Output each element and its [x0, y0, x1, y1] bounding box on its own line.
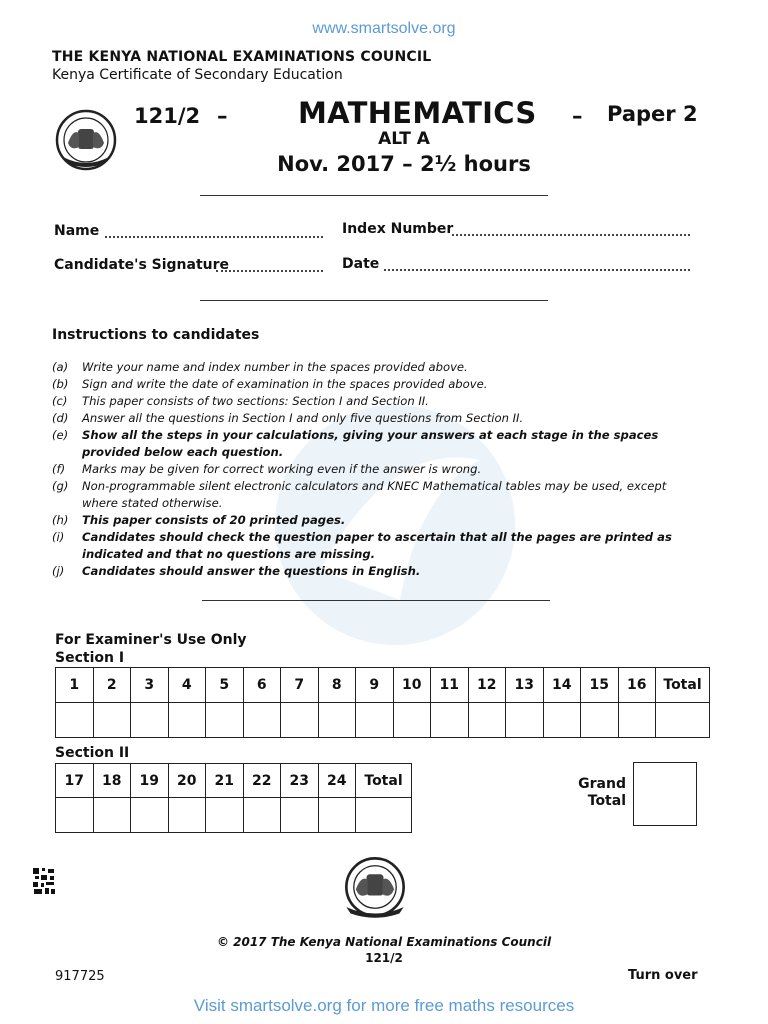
question-number-cell: 21 — [206, 764, 244, 798]
instruction-letter: (h) — [52, 513, 69, 527]
score-entry-cell[interactable] — [281, 798, 319, 833]
date-label: Date — [342, 256, 380, 272]
council-name: THE KENYA NATIONAL EXAMINATIONS COUNCIL — [52, 49, 432, 65]
score-entry-cell[interactable] — [56, 703, 94, 738]
instruction-text: Sign and write the date of examination in the spaces provided above. — [82, 377, 488, 391]
score-entry-cell[interactable] — [318, 798, 356, 833]
total-header-cell: Total — [356, 764, 412, 798]
question-number-cell: 13 — [506, 668, 544, 703]
score-entry-cell[interactable] — [356, 703, 394, 738]
turn-over-label: Turn over — [628, 968, 698, 983]
score-entry-cell[interactable] — [206, 703, 244, 738]
question-number-cell: 4 — [168, 668, 206, 703]
instructions-title: Instructions to candidates — [52, 327, 260, 343]
alt-label: ALT A — [378, 129, 430, 149]
instruction-letter: (d) — [52, 411, 69, 425]
instruction-item — [52, 427, 702, 461]
exam-date-duration: Nov. 2017 – 2½ hours — [277, 152, 531, 176]
score-entry-cell[interactable] — [618, 703, 656, 738]
question-number-cell: 22 — [243, 764, 281, 798]
section-2-score-table — [55, 763, 412, 833]
instruction-letter: (f) — [52, 462, 66, 476]
paper-number: Paper 2 — [607, 102, 698, 126]
instruction-text: This paper consists of two sections: Section I and Section II. — [82, 394, 429, 408]
question-number-cell: 16 — [618, 668, 656, 703]
score-entry-cell[interactable] — [131, 703, 169, 738]
signature-label: Candidate's Signature — [54, 257, 230, 273]
barcode-icon — [32, 867, 56, 895]
question-number-cell: 1 — [56, 668, 94, 703]
instruction-letter: (i) — [52, 530, 65, 544]
instruction-item — [52, 563, 702, 580]
paper-code: 121/2 — [134, 104, 201, 128]
instruction-letter: (j) — [52, 564, 65, 578]
question-number-cell: 20 — [168, 764, 206, 798]
section-2-label: Section II — [55, 745, 130, 761]
question-number-cell: 2 — [93, 668, 131, 703]
question-number-cell: 18 — [93, 764, 131, 798]
date-field[interactable] — [384, 269, 690, 271]
name-label: Name — [54, 223, 100, 239]
certificate-name: Kenya Certificate of Secondary Education — [52, 67, 343, 83]
instruction-item — [52, 376, 702, 393]
score-entry-cell[interactable] — [168, 703, 206, 738]
question-number-cell: 24 — [318, 764, 356, 798]
question-number-cell: 10 — [393, 668, 431, 703]
instruction-text: This paper consists of 20 printed pages. — [82, 513, 346, 527]
score-entry-cell[interactable] — [281, 703, 319, 738]
score-entry-cell[interactable] — [93, 798, 131, 833]
question-number-cell: 3 — [131, 668, 169, 703]
instruction-item — [52, 529, 702, 563]
instruction-letter: (c) — [52, 394, 68, 408]
copyright-notice: © 2017 The Kenya National Examinations Council — [216, 935, 552, 949]
question-number-cell: 19 — [131, 764, 169, 798]
instruction-letter: (b) — [52, 377, 69, 391]
instruction-item — [52, 359, 702, 376]
divider — [200, 195, 548, 196]
question-number-cell: 15 — [581, 668, 619, 703]
section-1-score-table — [55, 667, 710, 738]
question-number-cell: 5 — [206, 668, 244, 703]
instruction-text: Marks may be given for correct working even if the answer is wrong. — [82, 462, 482, 476]
score-entry-cell[interactable] — [243, 798, 281, 833]
index-number-field[interactable] — [452, 234, 690, 236]
question-number-cell: 9 — [356, 668, 394, 703]
score-entry-cell[interactable] — [393, 703, 431, 738]
total-header-cell: Total — [656, 668, 710, 703]
instruction-letter: (a) — [52, 360, 69, 374]
score-entry-cell[interactable] — [243, 703, 281, 738]
score-entry-cell[interactable] — [318, 703, 356, 738]
signature-field[interactable] — [216, 270, 323, 272]
index-number-label: Index Number — [342, 221, 454, 237]
title-dash-right: – — [572, 104, 583, 128]
score-entry-cell[interactable] — [206, 798, 244, 833]
instruction-text: Answer all the questions in Section I and only five questions from Section II. — [82, 411, 524, 425]
question-number-cell: 12 — [468, 668, 506, 703]
score-entry-cell[interactable] — [93, 703, 131, 738]
instruction-text: Non-programmable silent electronic calculators and KNEC Mathematical tables may be used, except where stated otherwise. — [82, 479, 667, 510]
serial-number: 917725 — [55, 969, 105, 984]
subject-title: MATHEMATICS — [298, 96, 537, 130]
examiner-use-title: For Examiner's Use Only — [55, 632, 247, 648]
instruction-text: Write your name and index number in the spaces provided above. — [82, 360, 468, 374]
bottom-website-link[interactable]: Visit smartsolve.org for more free maths resources — [193, 996, 575, 1015]
question-number-cell: 14 — [543, 668, 581, 703]
instruction-letter: (e) — [52, 428, 69, 442]
section-1-label: Section I — [55, 650, 125, 666]
instructions-list — [52, 359, 702, 580]
score-entry-cell[interactable] — [543, 703, 581, 738]
kenya-crest-icon — [340, 852, 410, 922]
score-entry-cell[interactable] — [168, 798, 206, 833]
total-score-cell[interactable] — [356, 798, 412, 833]
score-entry-cell[interactable] — [56, 798, 94, 833]
instruction-text: Candidates should answer the questions in English. — [82, 564, 421, 578]
instruction-text: Candidates should check the question paper to ascertain that all the pages are printed as indicated and that no questions are missing. — [82, 530, 672, 561]
score-entry-cell[interactable] — [431, 703, 469, 738]
divider — [200, 300, 548, 301]
total-score-cell[interactable] — [656, 703, 710, 738]
grand-total-label: Grand Total — [578, 776, 626, 809]
instruction-item — [52, 461, 702, 478]
name-field[interactable] — [105, 236, 323, 238]
score-entry-cell[interactable] — [468, 703, 506, 738]
divider — [202, 600, 550, 601]
instruction-letter: (g) — [52, 479, 69, 493]
instruction-item — [52, 512, 702, 529]
top-website-link[interactable]: www.smartsolve.org — [312, 20, 456, 37]
question-number-cell: 11 — [431, 668, 469, 703]
instruction-item — [52, 410, 702, 427]
question-number-cell: 7 — [281, 668, 319, 703]
instruction-item — [52, 478, 702, 512]
score-entry-cell[interactable] — [131, 798, 169, 833]
instruction-item — [52, 393, 702, 410]
footer-paper-code: 121/2 — [365, 951, 403, 965]
question-number-cell: 8 — [318, 668, 356, 703]
instruction-text: Show all the steps in your calculations, giving your answers at each stage in the spaces provided below each question. — [82, 428, 659, 459]
title-dash-left: – — [217, 104, 228, 128]
question-number-cell: 23 — [281, 764, 319, 798]
question-number-cell: 17 — [56, 764, 94, 798]
score-entry-cell[interactable] — [506, 703, 544, 738]
grand-total-box[interactable] — [633, 762, 697, 826]
score-entry-cell[interactable] — [581, 703, 619, 738]
question-number-cell: 6 — [243, 668, 281, 703]
